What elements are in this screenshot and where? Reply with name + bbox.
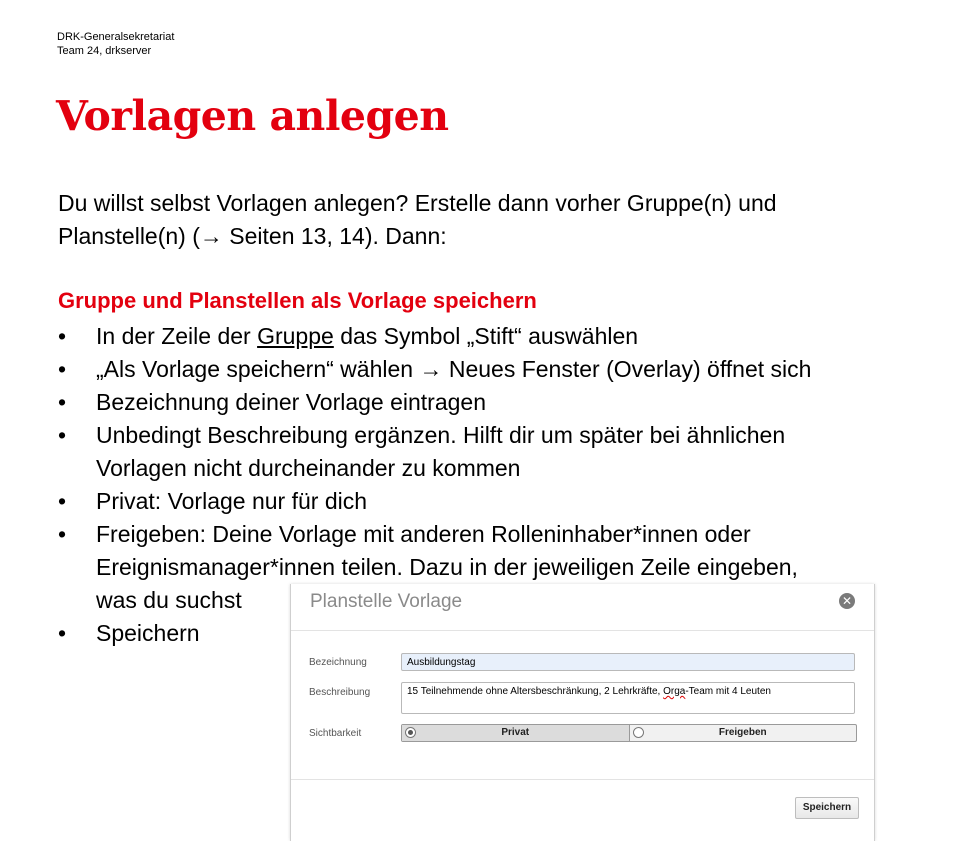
description-spellcheck-word: Orga [663, 686, 686, 697]
description-field[interactable] [401, 682, 855, 714]
name-field[interactable] [401, 653, 855, 671]
bullet-line: • Freigeben: Deine Vorlage mit anderen Rolleninhaber*innen oder [96, 521, 751, 547]
bullet-line: was du suchst [96, 587, 242, 613]
description-text: 15 Teilnehmende ohne Altersbeschränkung, 2 Lehrkräfte, [407, 686, 664, 697]
list-item: • „Als Vorlage speichern“ wählen → Neues Fenster (Overlay) öffnet sich [58, 353, 938, 386]
group-link: Gruppe [257, 323, 334, 349]
list-item [58, 419, 938, 485]
list-item [58, 320, 938, 353]
intro-line-1: Du willst selbst Vorlagen anlegen? Erstelle dann vorher Gruppe(n) und [58, 190, 777, 216]
intro-text [58, 187, 938, 253]
bullet-text: In der Zeile der [96, 323, 258, 349]
slide-header [57, 30, 174, 58]
intro-line-2: Planstelle(n) (→ Seiten 13, 14). Dann: [58, 223, 447, 249]
template-dialog [290, 584, 875, 841]
option-private-label: Privat [501, 727, 530, 738]
description-text: -Team mit 4 Leuten [685, 686, 771, 697]
radio-selected-icon [405, 727, 416, 738]
bullet-line: Ereignismanager*innen teilen. Dazu in der jeweiligen Zeile eingeben, [96, 554, 798, 580]
section-heading: Gruppe und Planstellen als Vorlage speichern [58, 288, 537, 313]
save-button[interactable]: Speichern [795, 797, 859, 819]
option-share[interactable] [630, 725, 857, 741]
list-item: • Bezeichnung deiner Vorlage eintragen [58, 386, 938, 419]
slide-title: Vorlagen anlegen [56, 92, 449, 140]
dialog-divider [291, 779, 874, 780]
option-share-label: Freigeben [718, 727, 767, 738]
close-icon[interactable]: ✕ [839, 593, 855, 609]
name-label: Bezeichnung [309, 657, 367, 668]
list-item: • Speichern [58, 617, 938, 650]
visibility-label: Sichtbarkeit [309, 728, 362, 739]
header-team: Team 24, drkserver [57, 45, 152, 57]
bullet-line: Vorlagen nicht durcheinander zu kommen [96, 455, 521, 481]
description-label: Beschreibung [309, 687, 371, 698]
name-value: Ausbildungstag [407, 657, 476, 668]
radio-empty-icon [633, 727, 644, 738]
dialog-header [291, 584, 874, 631]
visibility-toggle [401, 724, 857, 742]
dialog-title: Planstelle Vorlage [310, 591, 463, 612]
bullet-text: das Symbol „Stift“ auswählen [333, 323, 639, 349]
list-item: • Privat: Vorlage nur für dich [58, 485, 938, 518]
option-private[interactable] [402, 725, 630, 741]
bullet-line: • Unbedingt Beschreibung ergänzen. Hilft dir um später bei ähnlichen [96, 422, 786, 448]
header-org: DRK-Generalsekretariat [57, 31, 175, 43]
